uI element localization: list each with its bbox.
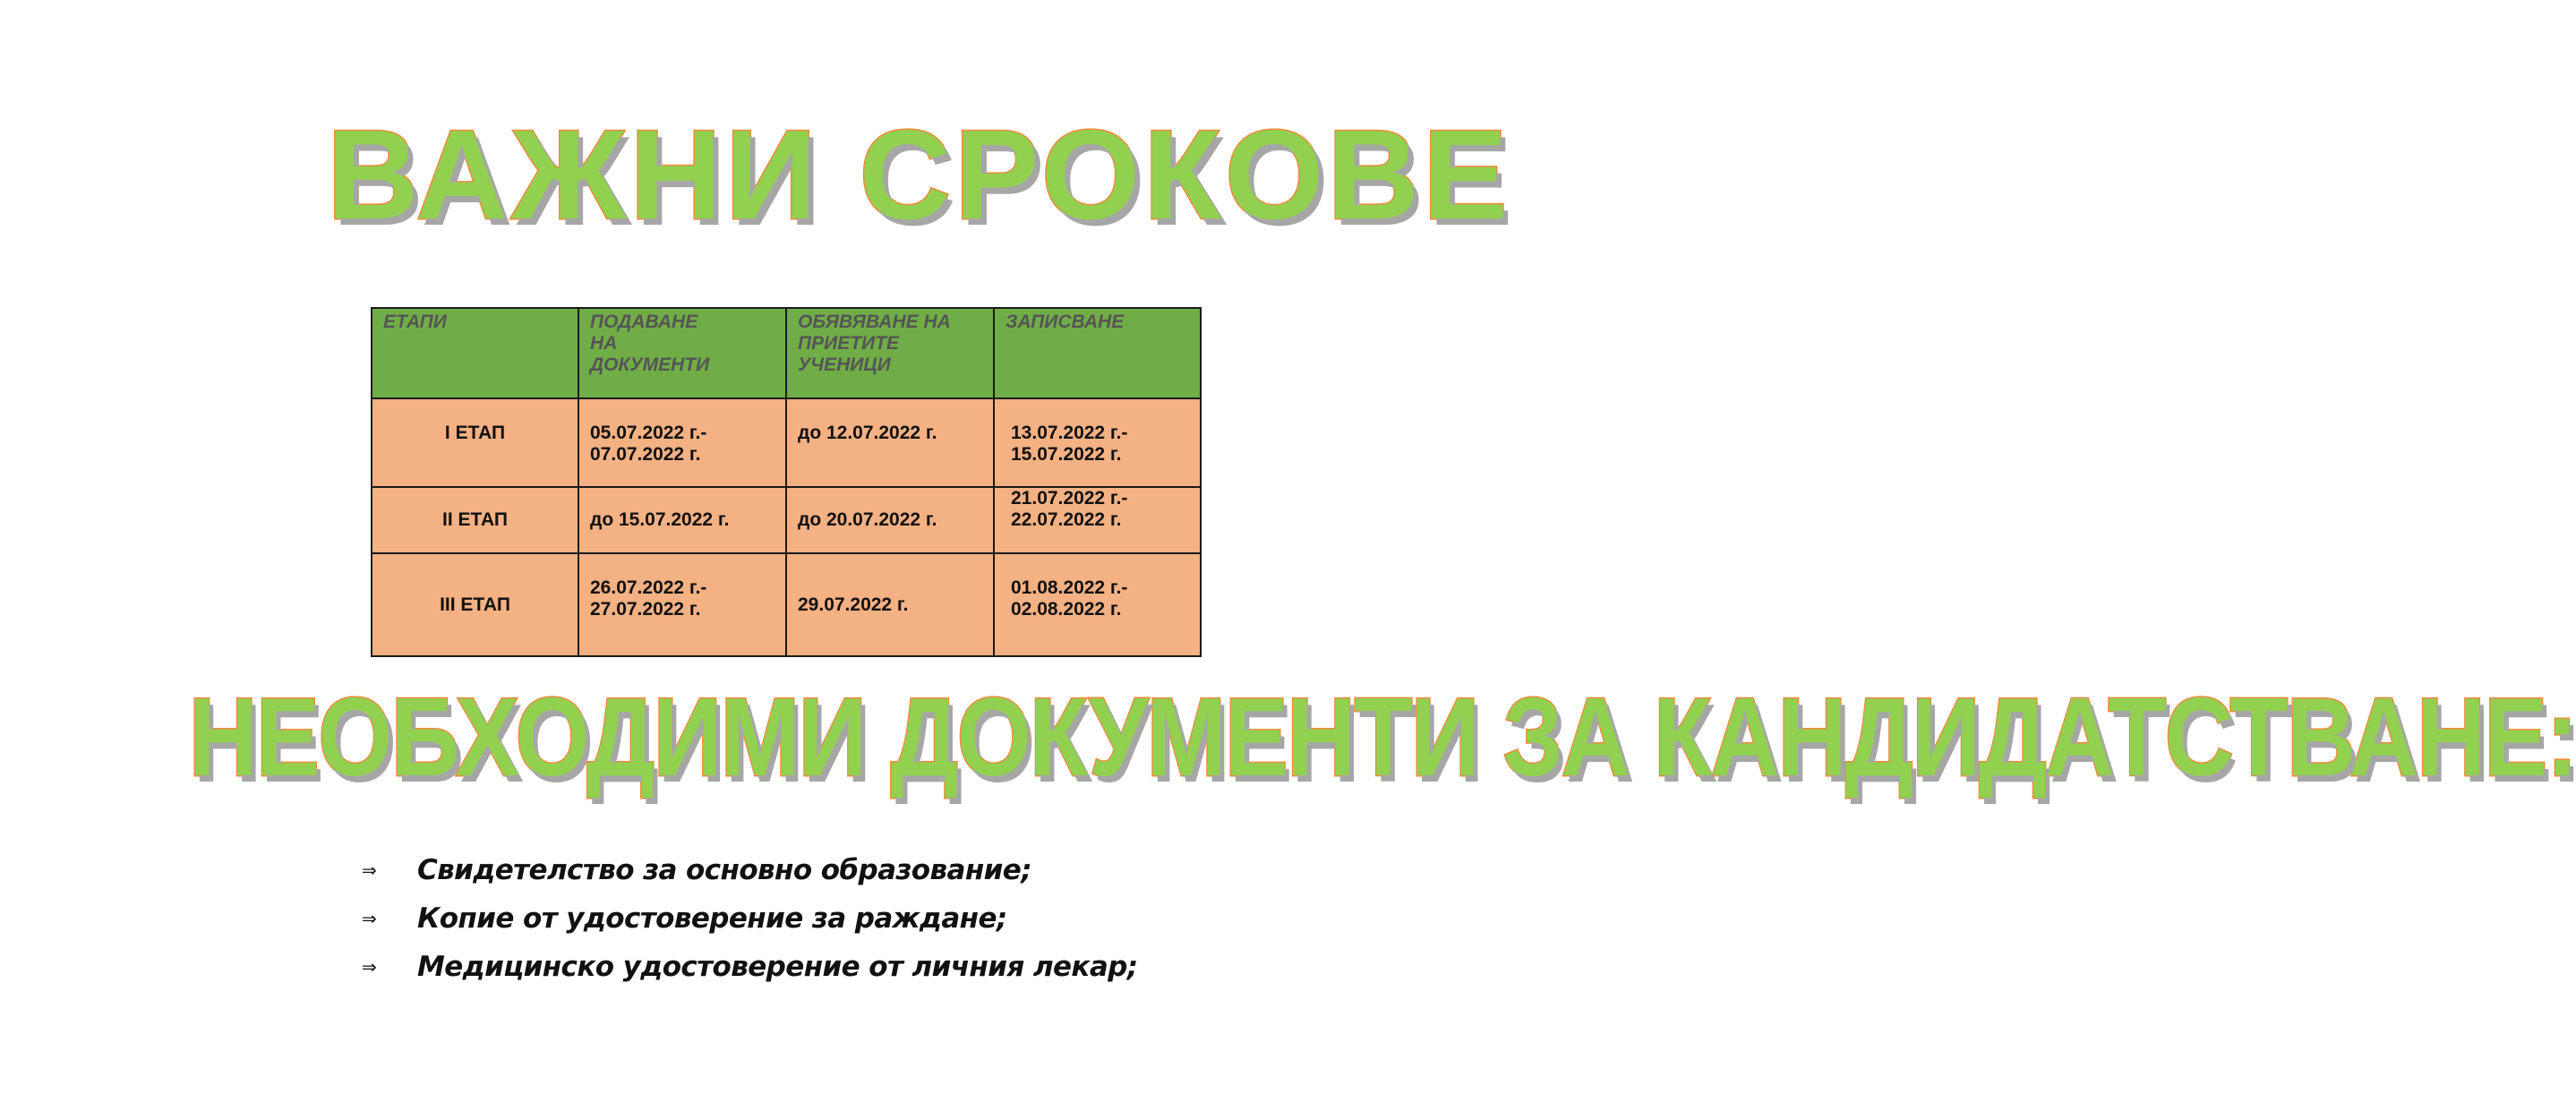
announcement-cell: до 12.07.2022 г. <box>786 398 994 487</box>
list-item-text: Свидетелство за основно образование; <box>417 854 1031 886</box>
page-title: ВАЖНИ СРОКОВЕ <box>327 104 1511 246</box>
announcement-cell: 29.07.2022 г. <box>786 553 994 656</box>
documents-list <box>362 846 1138 991</box>
column-header-enrollment: ЗАПИСВАНЕ <box>994 308 1201 398</box>
double-arrow-right-icon: ⇒ <box>362 956 377 978</box>
stage-cell: II ЕТАП <box>372 487 578 553</box>
list-item <box>362 894 1138 943</box>
list-item <box>362 943 1138 991</box>
double-arrow-right-icon: ⇒ <box>362 908 377 929</box>
enrollment-cell: 21.07.2022 г.- 22.07.2022 г. <box>994 487 1201 553</box>
table-row <box>372 487 1201 553</box>
column-header-announcement: ОБЯВЯВАНЕ НА ПРИЕТИТЕ УЧЕНИЦИ <box>786 308 994 398</box>
table-header-row <box>372 308 1201 398</box>
stage-cell: III ЕТАП <box>372 553 578 656</box>
list-item-text: Копие от удостоверение за раждане; <box>417 902 1007 935</box>
double-arrow-right-icon: ⇒ <box>362 859 377 881</box>
table-row <box>372 553 1201 656</box>
list-item-text: Медицинско удостоверение от личния лекар; <box>417 951 1138 983</box>
column-header-submission: ПОДАВАНЕ НА ДОКУМЕНТИ <box>578 308 786 398</box>
column-header-stages: ЕТАПИ <box>372 308 578 398</box>
table-row <box>372 398 1201 487</box>
submission-cell: 26.07.2022 г.- 27.07.2022 г. <box>578 553 786 656</box>
documents-heading: НЕОБХОДИМИ ДОКУМЕНТИ ЗА КАНДИДАТСТВАНЕ: <box>188 676 2576 799</box>
submission-cell: до 15.07.2022 г. <box>578 487 786 553</box>
submission-cell: 05.07.2022 г.- 07.07.2022 г. <box>578 398 786 487</box>
list-item <box>362 846 1138 894</box>
announcement-cell: до 20.07.2022 г. <box>786 487 994 553</box>
enrollment-cell: 01.08.2022 г.- 02.08.2022 г. <box>994 553 1201 656</box>
enrollment-cell: 13.07.2022 г.- 15.07.2022 г. <box>994 398 1201 487</box>
stage-cell: I ЕТАП <box>372 398 578 487</box>
deadlines-table <box>371 307 1202 657</box>
